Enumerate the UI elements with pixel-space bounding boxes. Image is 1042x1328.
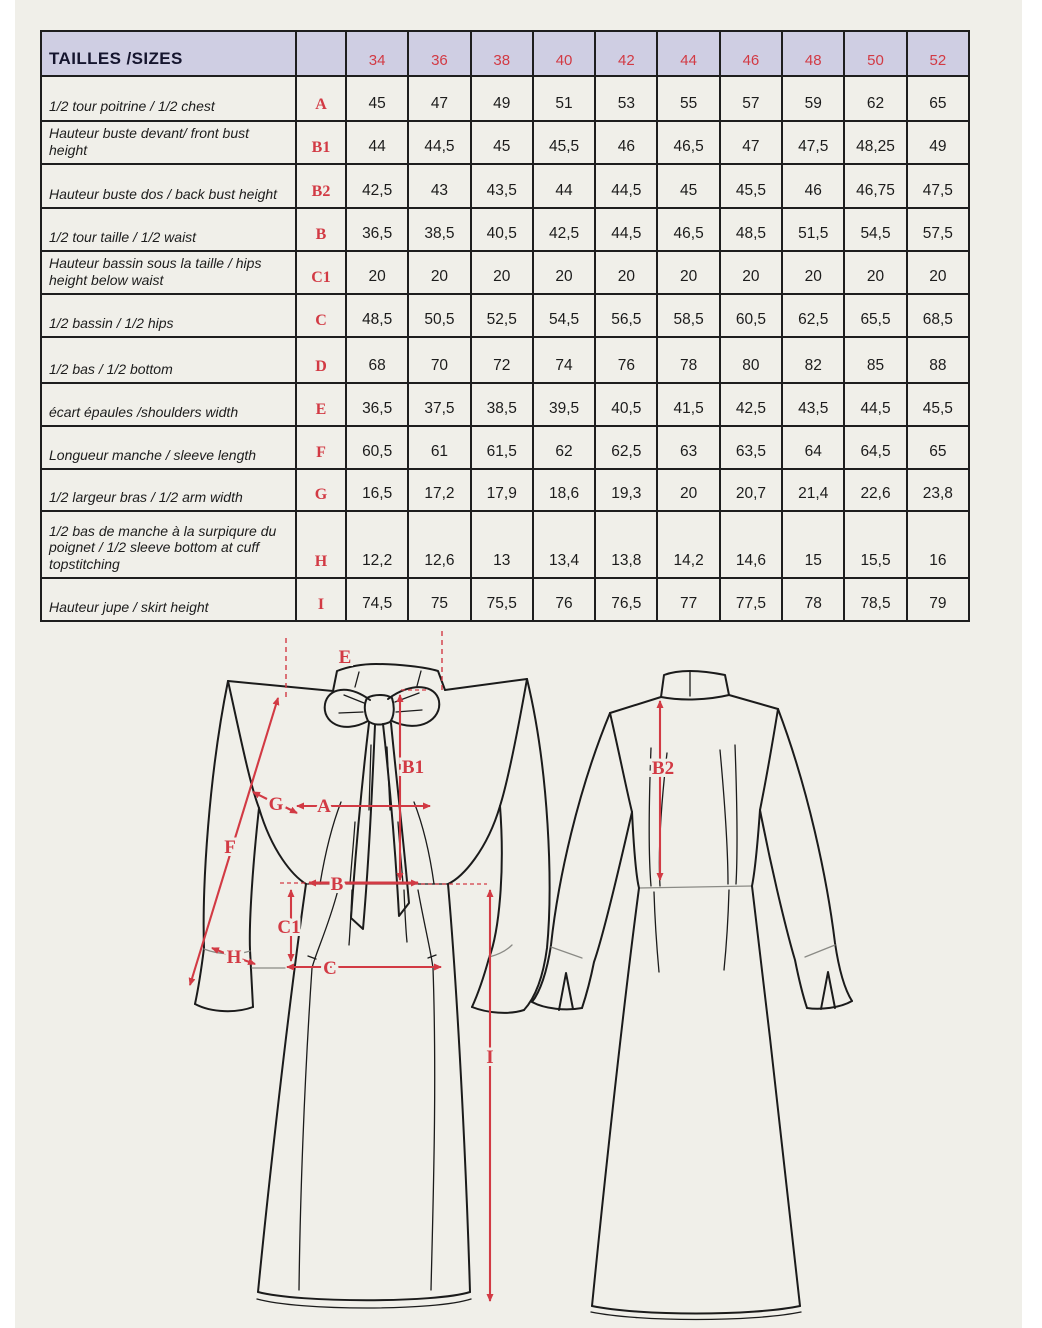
measurement-value: 45,5 [533, 121, 595, 164]
measurement-label: écart épaules /shoulders width [41, 383, 296, 426]
measurement-label: 1/2 bas de manche à la surpiqure du poignet / 1/2 sleeve bottom at cuff topstitching [41, 511, 296, 578]
measurement-value: 45,5 [720, 164, 782, 208]
dimension-label-c1: C1 [277, 917, 301, 938]
measurement-value: 43,5 [782, 383, 844, 426]
table-row [41, 578, 969, 621]
measurement-label: Hauteur bassin sous la taille / hips height below waist [41, 251, 296, 294]
size-column-header: 36 [408, 31, 470, 76]
measurement-value: 13,8 [595, 511, 657, 578]
measurement-value: 70 [408, 337, 470, 383]
table-row [41, 469, 969, 511]
measurement-value: 20 [907, 251, 969, 294]
measurement-value: 47,5 [782, 121, 844, 164]
measurement-value: 41,5 [657, 383, 719, 426]
size-column-header: 52 [907, 31, 969, 76]
measurement-value: 38,5 [471, 383, 533, 426]
size-column-header: 44 [657, 31, 719, 76]
measurement-value: 62,5 [782, 294, 844, 337]
size-header-row [41, 31, 969, 76]
measurement-letter: G [296, 469, 346, 511]
measurement-value: 20 [408, 251, 470, 294]
measurement-letter: C1 [296, 251, 346, 294]
size-table-body [41, 76, 969, 621]
measurement-value: 18,6 [533, 469, 595, 511]
size-table [40, 30, 970, 622]
measurement-value: 44,5 [844, 383, 906, 426]
measurement-value: 12,6 [408, 511, 470, 578]
dimension-label-g: G [268, 794, 284, 815]
table-row [41, 337, 969, 383]
table-row [41, 511, 969, 578]
measurement-value: 21,4 [782, 469, 844, 511]
measurement-value: 65,5 [844, 294, 906, 337]
measurement-value: 76 [533, 578, 595, 621]
measurement-label: 1/2 tour poitrine / 1/2 chest [41, 76, 296, 121]
dimension-label-e: E [338, 647, 352, 668]
measurement-value: 44 [346, 121, 408, 164]
measurement-value: 23,8 [907, 469, 969, 511]
measurement-value: 46 [595, 121, 657, 164]
measurement-label: Longueur manche / sleeve length [41, 426, 296, 469]
measurement-value: 16 [907, 511, 969, 578]
measurement-value: 78,5 [844, 578, 906, 621]
measurement-value: 20 [657, 469, 719, 511]
measurement-value: 45 [346, 76, 408, 121]
measurement-letter: E [296, 383, 346, 426]
back-view [532, 671, 852, 1320]
measurement-value: 62 [533, 426, 595, 469]
size-column-header: 46 [720, 31, 782, 76]
measurement-value: 68,5 [907, 294, 969, 337]
measurement-label: 1/2 bassin / 1/2 hips [41, 294, 296, 337]
dimension-label-a: A [317, 796, 331, 817]
measurement-value: 76 [595, 337, 657, 383]
table-row [41, 294, 969, 337]
measurement-value: 45,5 [907, 383, 969, 426]
measurement-value: 78 [782, 578, 844, 621]
measurement-label: 1/2 bas / 1/2 bottom [41, 337, 296, 383]
table-row [41, 383, 969, 426]
measurement-value: 55 [657, 76, 719, 121]
table-row [41, 251, 969, 294]
measurement-value: 44,5 [595, 164, 657, 208]
measurement-value: 46,75 [844, 164, 906, 208]
measurement-value: 20 [844, 251, 906, 294]
measurement-value: 14,6 [720, 511, 782, 578]
measurement-value: 20,7 [720, 469, 782, 511]
measurement-value: 19,3 [595, 469, 657, 511]
measurement-value: 38,5 [408, 208, 470, 251]
measurement-value: 46,5 [657, 121, 719, 164]
measurement-letter: A [296, 76, 346, 121]
measurement-value: 65 [907, 76, 969, 121]
measurement-value: 75,5 [471, 578, 533, 621]
measurement-value: 48,25 [844, 121, 906, 164]
measurement-value: 76,5 [595, 578, 657, 621]
table-row [41, 426, 969, 469]
measurement-value: 80 [720, 337, 782, 383]
measurement-value: 39,5 [533, 383, 595, 426]
measurement-letter: F [296, 426, 346, 469]
measurement-value: 15 [782, 511, 844, 578]
measurement-value: 44,5 [408, 121, 470, 164]
measurement-value: 54,5 [844, 208, 906, 251]
measurement-value: 43,5 [471, 164, 533, 208]
measurement-value: 20 [595, 251, 657, 294]
measurement-value: 53 [595, 76, 657, 121]
dimension-label-f: F [224, 837, 236, 858]
measurement-value: 20 [471, 251, 533, 294]
size-column-header: 42 [595, 31, 657, 76]
measurement-value: 46 [782, 164, 844, 208]
measurement-value: 22,6 [844, 469, 906, 511]
size-column-header: 48 [782, 31, 844, 76]
measurement-value: 47 [720, 121, 782, 164]
measurement-value: 20 [657, 251, 719, 294]
measurement-value: 20 [533, 251, 595, 294]
measurement-value: 64,5 [844, 426, 906, 469]
measurement-value: 63 [657, 426, 719, 469]
measurement-value: 17,9 [471, 469, 533, 511]
measurement-value: 62,5 [595, 426, 657, 469]
measurement-letter: B2 [296, 164, 346, 208]
measurement-letter: C [296, 294, 346, 337]
measurement-value: 60,5 [720, 294, 782, 337]
measurement-value: 48,5 [346, 294, 408, 337]
size-column-header: 34 [346, 31, 408, 76]
measurement-label: Hauteur buste devant/ front bust height [41, 121, 296, 164]
measurement-value: 56,5 [595, 294, 657, 337]
measurement-value: 42,5 [533, 208, 595, 251]
table-row [41, 76, 969, 121]
measurement-value: 72 [471, 337, 533, 383]
dimension-label-b: B [330, 874, 344, 895]
measurement-value: 51 [533, 76, 595, 121]
size-column-header: 50 [844, 31, 906, 76]
measurement-value: 85 [844, 337, 906, 383]
measurement-value: 74,5 [346, 578, 408, 621]
measurement-value: 45 [657, 164, 719, 208]
measurement-label: Hauteur jupe / skirt height [41, 578, 296, 621]
measurement-value: 62 [844, 76, 906, 121]
front-view [195, 664, 550, 1308]
measurement-value: 16,5 [346, 469, 408, 511]
dimension-label-b1: B1 [401, 757, 425, 778]
measurement-value: 43 [408, 164, 470, 208]
measurement-value: 59 [782, 76, 844, 121]
measurement-letter: B1 [296, 121, 346, 164]
measurement-value: 36,5 [346, 208, 408, 251]
measurement-value: 20 [782, 251, 844, 294]
measurement-value: 40,5 [595, 383, 657, 426]
measurement-value: 13 [471, 511, 533, 578]
measurement-value: 79 [907, 578, 969, 621]
measurement-value: 47 [408, 76, 470, 121]
measurement-value: 74 [533, 337, 595, 383]
table-row [41, 164, 969, 208]
measurement-value: 61,5 [471, 426, 533, 469]
measurement-value: 63,5 [720, 426, 782, 469]
table-row [41, 208, 969, 251]
measurement-value: 75 [408, 578, 470, 621]
measurement-value: 60,5 [346, 426, 408, 469]
measurement-value: 46,5 [657, 208, 719, 251]
measurement-value: 78 [657, 337, 719, 383]
measurement-value: 77 [657, 578, 719, 621]
dress-technical-drawing [0, 620, 1042, 1328]
measurement-value: 77,5 [720, 578, 782, 621]
measurement-value: 40,5 [471, 208, 533, 251]
measurement-value: 82 [782, 337, 844, 383]
measurement-value: 51,5 [782, 208, 844, 251]
measurement-label: Hauteur buste dos / back bust height [41, 164, 296, 208]
measurement-value: 50,5 [408, 294, 470, 337]
measurement-value: 17,2 [408, 469, 470, 511]
measurement-value: 65 [907, 426, 969, 469]
measurement-value: 61 [408, 426, 470, 469]
dimension-label-i: I [486, 1047, 494, 1068]
measurement-letter: I [296, 578, 346, 621]
measurement-value: 20 [720, 251, 782, 294]
measurement-letter: D [296, 337, 346, 383]
measurement-value: 49 [907, 121, 969, 164]
measurement-value: 68 [346, 337, 408, 383]
size-column-header: 40 [533, 31, 595, 76]
measurement-value: 20 [346, 251, 408, 294]
size-chart [40, 30, 970, 622]
measurement-value: 37,5 [408, 383, 470, 426]
measurement-value: 58,5 [657, 294, 719, 337]
measurement-value: 14,2 [657, 511, 719, 578]
measurement-value: 48,5 [720, 208, 782, 251]
measurement-value: 12,2 [346, 511, 408, 578]
dimension-annotations [190, 631, 674, 1301]
measurement-value: 42,5 [346, 164, 408, 208]
measurement-label: 1/2 tour taille / 1/2 waist [41, 208, 296, 251]
measurement-value: 49 [471, 76, 533, 121]
letter-column-header [296, 31, 346, 76]
size-column-header: 38 [471, 31, 533, 76]
measurement-value: 45 [471, 121, 533, 164]
table-title: TAILLES /SIZES [41, 31, 296, 76]
measurement-value: 64 [782, 426, 844, 469]
measurement-value: 54,5 [533, 294, 595, 337]
measurement-value: 88 [907, 337, 969, 383]
measurement-value: 57 [720, 76, 782, 121]
measurement-value: 47,5 [907, 164, 969, 208]
measurement-value: 44 [533, 164, 595, 208]
measurement-value: 13,4 [533, 511, 595, 578]
measurement-value: 42,5 [720, 383, 782, 426]
dimension-label-b2: B2 [651, 758, 675, 779]
measurement-value: 15,5 [844, 511, 906, 578]
measurement-letter: H [296, 511, 346, 578]
measurement-value: 52,5 [471, 294, 533, 337]
dimension-label-c: C [323, 958, 337, 979]
measurement-value: 36,5 [346, 383, 408, 426]
measurement-letter: B [296, 208, 346, 251]
measurement-label: 1/2 largeur bras / 1/2 arm width [41, 469, 296, 511]
dimension-label-h: H [226, 947, 242, 968]
measurement-value: 44,5 [595, 208, 657, 251]
measurement-value: 57,5 [907, 208, 969, 251]
table-row [41, 121, 969, 164]
